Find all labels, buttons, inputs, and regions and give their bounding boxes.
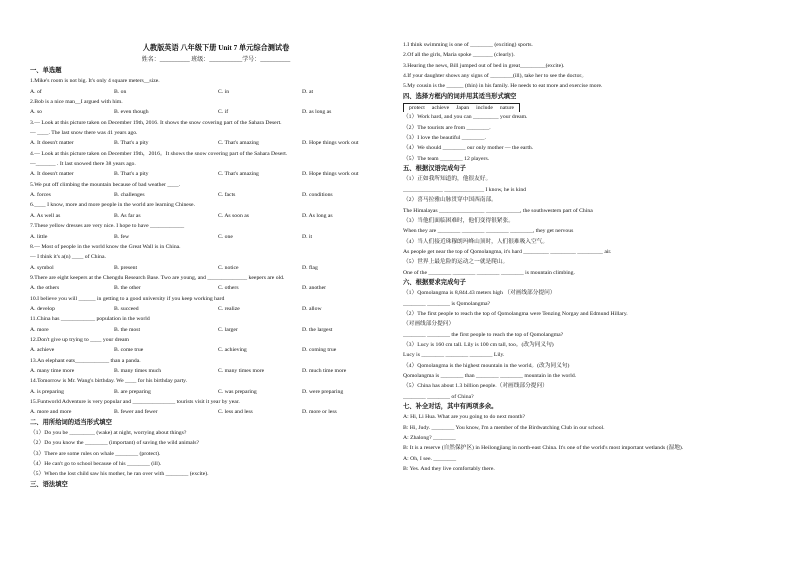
option-c: C. others [218, 285, 239, 292]
option-b: B. come true [114, 347, 144, 354]
question-line: ________ ________ is Qomolangma? [403, 300, 491, 307]
question-line: 3.— Look at this picture taken on December 19th, 2016. It shows the snow covering part of the Sahara Desert. [30, 119, 282, 126]
option-b: B. the other [114, 285, 141, 292]
option-d: D. flag [302, 264, 318, 271]
options-row [30, 283, 402, 293]
option-a: A. little [30, 233, 48, 240]
option-c: C. many times more [218, 367, 265, 374]
question-line: As people get near the top of Qomolangma, it's hard _________ _________ _________ air. [403, 248, 612, 255]
question-line: 4.— Look at this picture taken on December 19th，2016。It shows the snow covering part of the Sahara Desert. [30, 150, 288, 157]
option-d: D. allow [302, 305, 322, 312]
options-row [30, 387, 402, 397]
question-line: One of the ________ ________ ________ ________ is mountain climbing. [403, 269, 575, 276]
options-row [30, 107, 402, 117]
option-d: D. coming true [302, 347, 337, 354]
options-row [30, 325, 402, 335]
option-a: A. more and more [30, 409, 72, 416]
question-line: （5）世界上最危险的运动之一就是爬山。 [403, 259, 509, 266]
question-line: （2）The first people to reach the top of Qomolangma were Tenzing Norgay and Edmund Hillary. [403, 310, 628, 317]
word-box-word: include [476, 105, 493, 112]
question-line: （4）We should ________ our only mother — the earth. [403, 145, 534, 152]
question-line: ______________ ______________ I know, he is kind [403, 186, 527, 193]
question-line: 7.These yellow dresses are very nice. I hope to have ____________ [30, 223, 185, 230]
options-row [30, 345, 402, 355]
option-d: D. conditions [302, 192, 333, 199]
question-line: （2）喜马拉雅山脉贯穿中国西南部。 [403, 197, 497, 204]
option-a: A. achieve [30, 347, 55, 354]
options-row [30, 263, 402, 273]
question-line: 4.If your daughter shows any signs of ________(ill), take her to see the doctor。 [403, 73, 588, 80]
page-title: 人教版英语 八年级下册 Unit 7 单元综合测试卷 [142, 44, 290, 52]
option-c: C. realize [218, 305, 240, 312]
question-line: 10.I believe you will ______ in getting to a good university if you keep working hard [30, 295, 225, 302]
question-line: 13.An elephant eats____________ than a panda. [30, 357, 141, 364]
question-line: When they are ________ ________ ________ ________, they get nervous [403, 228, 574, 235]
option-a: A. symbol [30, 264, 54, 271]
question-line: 8.— Most of people in the world know the Great Wall is in China. [30, 243, 181, 250]
question-line: 15.Funtworld Adventure is very popular and _______________ tourists visit it year by year. [30, 399, 240, 405]
option-a: A. so [30, 109, 43, 116]
question-line: 5.We put off climbing the mountain because of bad weather ____. [30, 181, 181, 188]
question-line: 6.____ I know, more and more people in the world are learning Chinese. [30, 202, 195, 209]
option-a: A. develop [30, 305, 55, 312]
question-line: （1）正如我所知道的，他很友好。 [403, 176, 492, 183]
option-a: A. As well as [30, 212, 61, 219]
option-c: C. in [218, 88, 230, 95]
word-box [403, 103, 520, 112]
question-line: （4）Qomolangma is the highest mountain in the world。(改为同义句) [403, 362, 570, 369]
question-line: ________ ________ of China? [403, 393, 474, 400]
right-body [403, 40, 775, 474]
question-line: （对画线部分提问） [403, 321, 455, 328]
option-c: C. if [218, 109, 229, 116]
section-heading: 五、根据汉语完成句子 [403, 165, 466, 173]
option-b: B. on [114, 88, 127, 95]
question-line: — ____. The last snow there was 41 years ago. [30, 130, 138, 137]
question-line: Lucy is ________ ________ ________ Lily. [403, 352, 505, 359]
option-a: A. It doesn't matter [30, 140, 74, 147]
option-d: D. Hope things work out [302, 140, 359, 147]
question-line: The Himalayas ________________ ____________, the southwestern part of China [403, 207, 593, 214]
question-line: （1）Do you be _________ (wake) at night, worrying about things? [30, 430, 187, 437]
options-row [30, 87, 402, 97]
question-line: （4）He can't go to school because of his ________ (ill). [30, 461, 162, 468]
question-line: 2.Bob is a nice man__I argued with him. [30, 99, 123, 106]
option-d: D. it [302, 233, 313, 240]
option-c: C. That's amazing [218, 140, 259, 147]
question-line: （4）当人们接近珠穆朗玛峰山顶时，人们很难吸入空气。 [403, 238, 549, 245]
option-d: D. more or less [302, 409, 337, 416]
section-heading: 六、根据要求完成句子 [403, 278, 466, 286]
question-line: Qomolangma is ________ than ________ ________ mountain in the world. [403, 373, 577, 379]
options-row [30, 407, 402, 417]
question-line: ________ ________ the first people to reach the top of Qomolangma? [403, 331, 564, 338]
option-a: A. It doesn't matter [30, 171, 74, 178]
option-b: B. few [114, 233, 130, 240]
question-line: A: Hi, Li Hua. What are you going to do next month? [403, 414, 525, 421]
option-b: B. present [114, 264, 138, 271]
question-line: 1.I think swimming is one of ________ (exciting) sports. [403, 42, 533, 48]
option-a: A. is preparing [30, 388, 64, 395]
option-b: B. As far as [114, 212, 141, 219]
question-line: A: Oh, I see. ________ [403, 455, 457, 462]
section-heading: 七、补全对话，其中有两项多余。 [403, 403, 498, 411]
option-a: A. the others [30, 285, 60, 292]
option-b: B. That's a pity [114, 171, 149, 178]
question-line: 5.My cousin is the ______ (thin) in his family. He needs to eat more and exercise more. [403, 83, 603, 90]
option-c: C. That's amazing [218, 171, 259, 178]
options-row [30, 190, 402, 200]
option-b: B. succeed [114, 305, 139, 312]
question-line: 11.China has ____________ population in the world [30, 316, 150, 323]
option-d: D. at [302, 88, 314, 95]
option-d: D. the largest [302, 326, 333, 333]
question-line: A: Zhalong? ________ [403, 435, 456, 442]
option-c: C. was preparing [218, 388, 257, 395]
option-d: D. Hope things work out [302, 171, 359, 178]
word-box-word: nature [499, 105, 515, 112]
question-line: 3.Hearing the news, Bill jumped out of bed in great_________(excite). [403, 62, 565, 69]
question-line: （3）There are some rules on whale ________ (protect). [30, 450, 161, 457]
option-c: C. less and less [218, 409, 253, 416]
question-line: （1）Qomolangma is 8,844.43 meters high （对画线部分提问） [403, 290, 556, 297]
question-line: 2.Of all the girls, Maria spoke _______ (clearly). [403, 52, 515, 59]
option-b: B. many times much [114, 367, 162, 374]
left-body [30, 66, 402, 490]
question-line: （2）The tourists are from ________. [403, 124, 491, 131]
question-line: （5）China has about 1.3 billion people.（对画线部分提问） [403, 383, 548, 390]
option-d: D. as long as [302, 109, 332, 116]
option-d: D. much time more [302, 367, 347, 374]
question-line: B: Yes. And they live comfortably there. [403, 466, 495, 473]
word-box-word: protect [409, 105, 425, 112]
section-heading: 一、单选题 [30, 67, 62, 74]
options-row [30, 304, 402, 314]
option-c: C. facts [218, 192, 236, 199]
option-c: C. one [218, 233, 233, 240]
section-heading: 三、语法填空 [30, 480, 68, 488]
question-line: —_______ . It last snowed there 38 years ago. [30, 161, 136, 168]
options-row [30, 169, 402, 179]
option-b: B. That's a pity [114, 140, 149, 147]
question-line: （5）When the lost child saw his mother, he ran over with ________ (excite). [30, 471, 209, 478]
section-heading: 二、用所给词的适当形式填空 [30, 418, 112, 426]
student-info-line: 姓名：__________ 班级：___________学号：__________ [141, 57, 291, 63]
options-row [30, 138, 402, 148]
option-a: A. of [30, 88, 42, 95]
question-line: 1.Mike's room is not big. It's only 4 square meters__size. [30, 78, 160, 85]
option-d: D. were preparing [302, 388, 344, 395]
option-b: B. the most [114, 326, 141, 333]
question-line: B: It is a reserve (自然保护区) in Heilongjiang in north-east China. It's one of the world's most important wetlands (湿地). [403, 445, 684, 452]
question-line: （3）I love the beautiful ________. [403, 135, 486, 142]
option-d: D. As long as [302, 212, 333, 219]
option-b: B. even though [114, 109, 149, 116]
option-b: B. challenges [114, 192, 145, 199]
question-line: （3）Lucy is 160 cm tall. Lily is 100 cm tall, too。(改为同义句) [403, 341, 554, 348]
question-line: （1）Work hard, and you can _________ your dream. [403, 114, 528, 121]
question-line: B: Hi, Judy. ________ You know, I'm a member of the Birdwatching Club in our school. [403, 424, 605, 431]
question-line: 14.Tomorrow is Mr. Wang's birthday. We ____ for his birthday party. [30, 378, 188, 385]
option-b: B. are preparing [114, 388, 151, 395]
word-box-word: achieve [431, 105, 450, 112]
option-a: A. many time more [30, 367, 75, 374]
options-row [30, 366, 402, 376]
option-b: B. fewer and fewer [114, 409, 158, 416]
left-column [30, 0, 402, 490]
word-box-word: Japan [456, 105, 470, 112]
options-row [30, 211, 402, 221]
question-line: 12.Don't give up trying to ____ your dream [30, 336, 129, 343]
option-c: C. larger [218, 326, 238, 333]
question-line: （2）Do you know the ________ (important) of saving the wild animals? [30, 440, 200, 447]
right-column [403, 0, 775, 474]
word-box-row [403, 102, 775, 112]
question-line: （5）The team ________ 12 players. [403, 155, 490, 162]
question-line: （3）当他们面临困难时，他们变得很紧张。 [403, 217, 514, 224]
question-line: 9.There are eight keepers at the Chengdu Research Base. Two are young, and ______________ keepers are old. [30, 274, 285, 281]
options-row [30, 232, 402, 242]
option-a: A. more [30, 326, 49, 333]
question-line: — I think it's a(n) ____ of China. [30, 254, 106, 261]
option-c: C. notice [218, 264, 239, 271]
option-c: C. achieving [218, 347, 247, 354]
section-heading: 四、选择方框内的词并用其适当形式填空 [403, 92, 517, 100]
option-c: C. As soon as [218, 212, 249, 219]
option-d: D. another [302, 285, 327, 292]
option-a: A. forces [30, 192, 51, 199]
